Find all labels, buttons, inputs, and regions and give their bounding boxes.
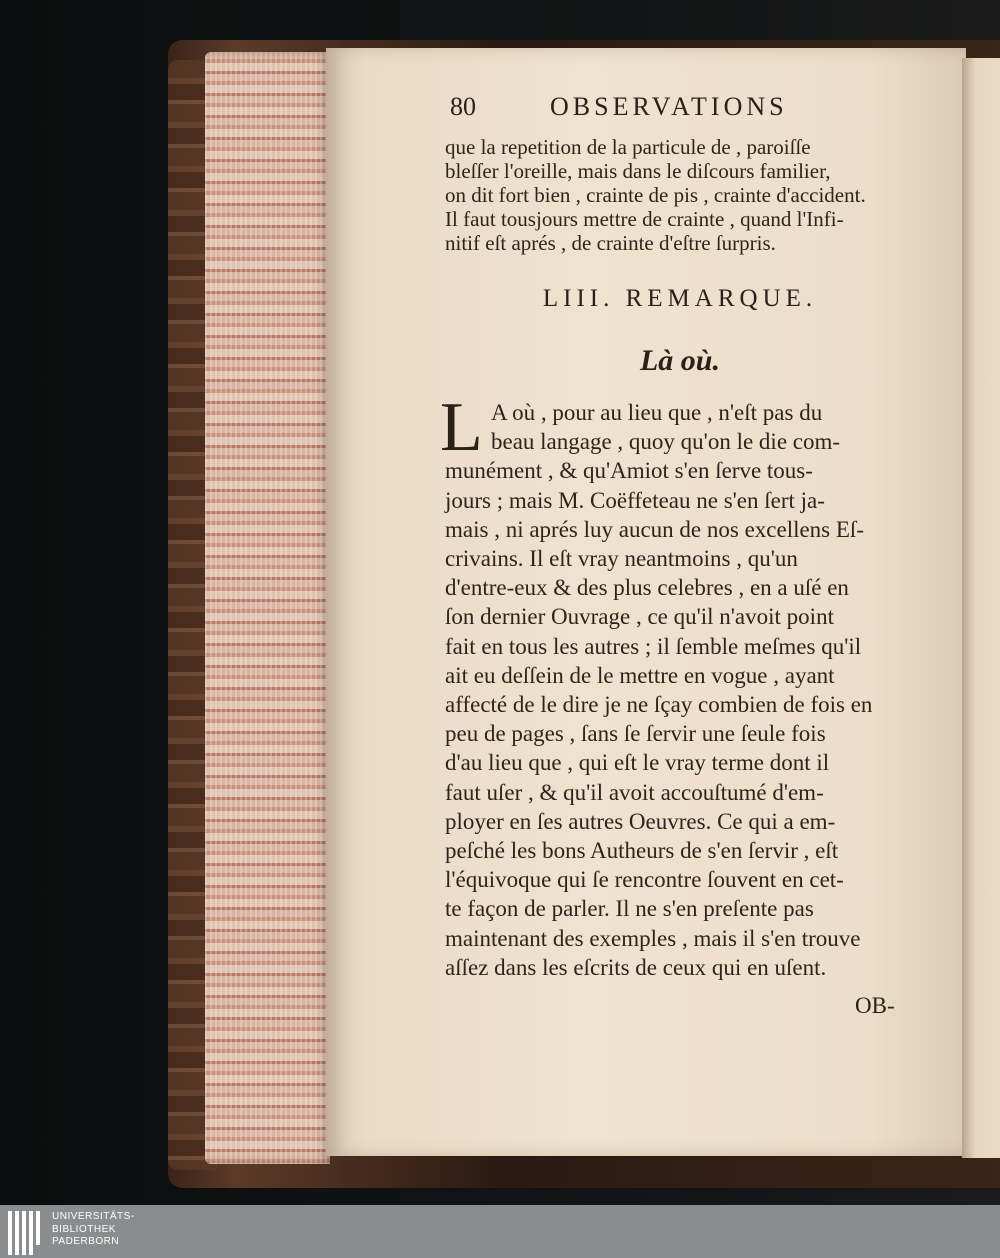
text-line: maintenant des exemples , mais il s'en trouve: [445, 925, 861, 951]
text-line: te façon de parler. Il ne s'en preſente pas: [445, 896, 814, 922]
text-line: affecté de le dire je ne ſçay combien de fois en: [445, 692, 873, 718]
text-line: d'au lieu que , qui eſt le vray terme dont il: [445, 750, 830, 776]
text-line: ployer en ſes autres Oeuvres. Ce qui a em-: [445, 808, 836, 834]
running-head: [450, 92, 910, 128]
text-line: aſſez dans les eſcrits de ceux qui en uſent.: [445, 954, 827, 980]
text-line: d'entre-eux & des plus celebres , en a uſé en: [445, 575, 849, 601]
running-title: OBSERVATIONS: [550, 92, 788, 121]
text-line: faut uſer , & qu'il avoit accouſtumé d'em-: [445, 779, 824, 805]
text-line: A où , pour au lieu que , n'eſt pas du: [491, 400, 823, 425]
drop-cap: L: [440, 389, 483, 466]
catchword: OB-: [855, 993, 895, 1018]
logo-line: UNIVERSITÄTS-: [52, 1211, 135, 1222]
remark-subtitle: Là où.: [639, 344, 720, 377]
text-line: beau langage , quoy qu'on le die com-: [491, 429, 841, 455]
text-line: crivains. Il eſt vray neantmoins , qu'un: [445, 546, 798, 572]
text-line: peſché les bons Autheurs de s'en ſervir , eſt: [445, 838, 839, 864]
text-line: l'équivoque qui ſe rencontre ſouvent en cet-: [445, 867, 844, 893]
text-line: ſon dernier Ouvrage , ce qu'il n'avoit point: [445, 604, 834, 630]
text-line: fait en tous les autres ; il ſemble meſmes qu'il: [445, 633, 862, 659]
text-line: munément , & qu'Amiot s'en ſerve tous-: [445, 458, 813, 484]
library-logo-text: [52, 1211, 135, 1249]
text-line: peu de pages , ſans ſe ſervir une ſeule fois: [445, 721, 826, 747]
text-line: mais , ni aprés luy aucun de nos excellens Eſ-: [445, 516, 864, 542]
text-line: bleſſer l'oreille, mais dans le diſcours familier,: [445, 159, 831, 183]
logo-line: PADERBORN: [52, 1236, 120, 1247]
text-line: on dit fort bien , crainte de pis , crainte d'accident.: [445, 183, 866, 207]
page-edges: [205, 52, 330, 1164]
text-line: ait eu deſſein de le mettre en vogue , ayant: [445, 662, 835, 688]
remark-heading: LIII. REMARQUE.: [542, 285, 818, 312]
logo-line: BIBLIOTHEK: [52, 1223, 116, 1235]
facing-page-edge: [962, 58, 1000, 1158]
page-number: 80: [450, 92, 476, 121]
library-footer: [0, 1205, 1000, 1258]
body-text: [445, 398, 915, 982]
text-line: Il faut tousjours mettre de crainte , quand l'Infi-: [445, 207, 844, 231]
top-paragraph: [445, 135, 915, 255]
text-line: que la repetition de la particule de , paroiſſe: [445, 135, 811, 159]
text-line: nitif eſt aprés , de crainte d'eſtre ſurpris.: [445, 231, 776, 255]
library-logo-icon: [8, 1211, 42, 1255]
text-line: jours ; mais M. Coëffeteau ne s'en ſert ja-: [445, 487, 825, 513]
